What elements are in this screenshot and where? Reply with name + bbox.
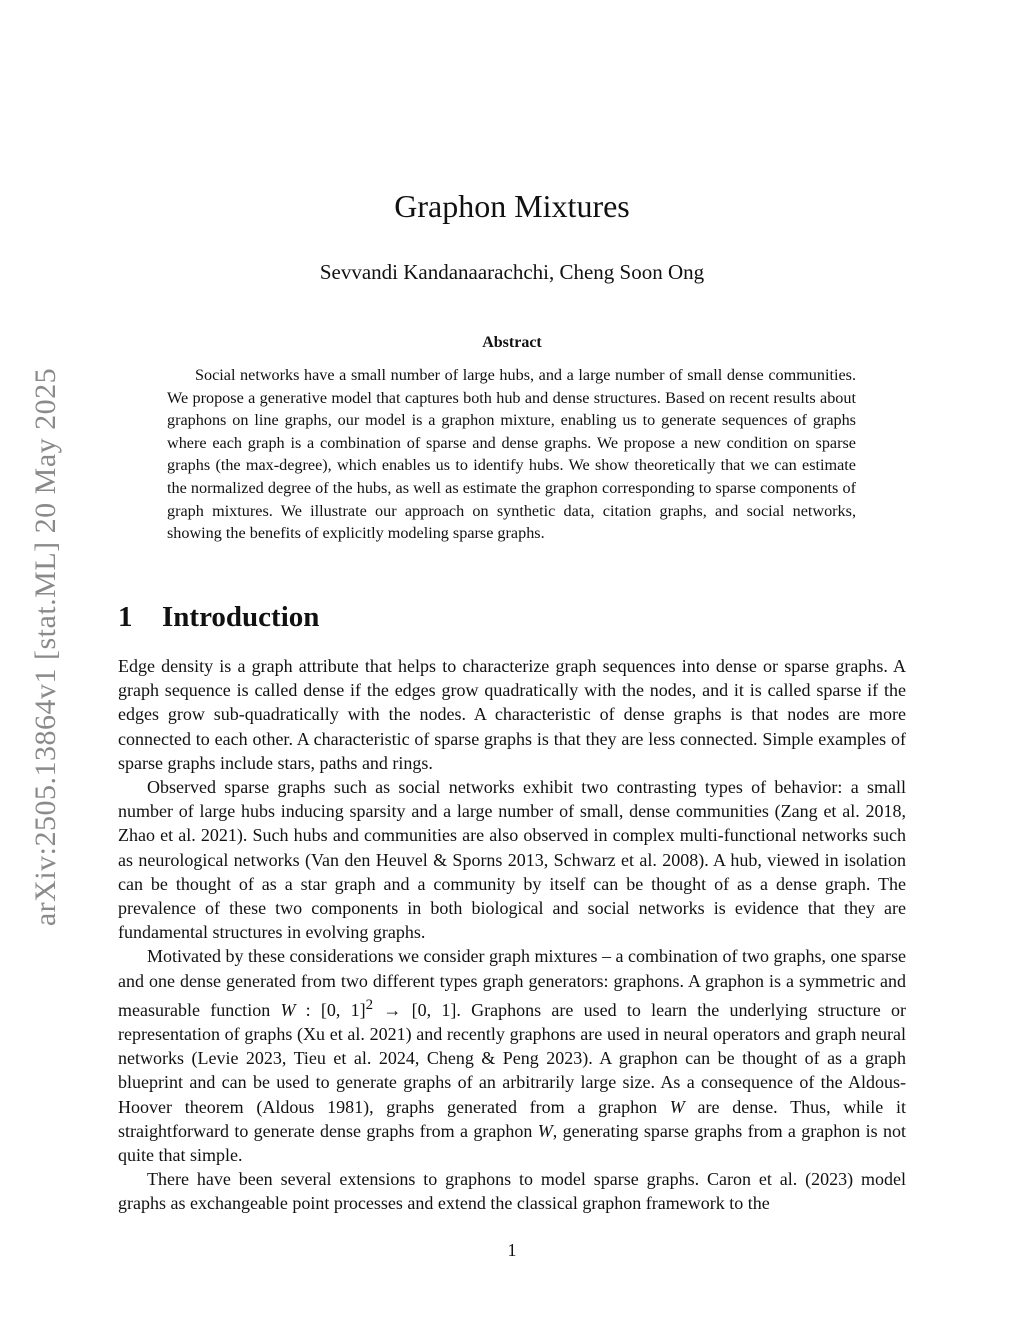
section-title: Introduction	[162, 601, 320, 633]
page-number: 1	[507, 1240, 517, 1260]
paragraph-3-part-c: → [0, 1]. Graphons are used to learn the underlying structure or representation of graphs (Xu et al. 2021) and recently graphons are used in neural operators and graph neural networks (Levie 2023, Tieu et al. 2024, Cheng & Peng 2023). A graphon can be thought of as a graph blueprint and can be used to generate graphs of an arbitrarily large size. As a consequence of the Aldous-Hoover theorem (Aldous 1981), graphs generated from a graphon	[118, 999, 906, 1117]
arxiv-identifier-stamp	[28, 334, 64, 960]
section-heading	[118, 601, 319, 634]
abstract-text: Social networks have a small number of large hubs, and a large number of small dense communities. We propose a generative model that captures both hub and dense structures. Based on recent results about graphons on line graphs, our model is a graphon mixture, enabling us to generate sequences of graphs where each graph is a combination of sparse and dense graphs. We propose a new condition on sparse graphs (the max-degree), which enables us to identify hubs. We show theoretically that we can estimate the normalized degree of the hubs, as well as estimate the graphon corresponding to sparse components of graph mixtures. We illustrate our approach on synthetic data, citation graphs, and social networks, showing the benefits of explicitly modeling sparse graphs.	[167, 366, 856, 543]
paragraph-3-part-b: : [0, 1]	[295, 999, 366, 1020]
paragraph-3-part-a: Motivated by these considerations we consider graph mixtures – a combination of two graphs, one sparse and one dense generated from two different types graph generators: graphons. A graphon is a symmetric and measurable function	[118, 946, 906, 1020]
paragraph-3-part-e: , generating sparse graphs from a graphon is not quite that simple.	[118, 1120, 906, 1166]
paragraph-2: Observed sparse graphs such as social networks exhibit two contrasting types of behavior: a small number of large hubs inducing sparsity and a large number of small, dense communities (Zang et al. 2018, Zhao et al. 2021). Such hubs and communities are also observed in complex multi-functional networks such as neurological networks (Van den Heuvel & Sporns 2013, Schwarz et al. 2008). A hub, viewed in isolation can be thought of as a star graph and a community by itself can be thought of as a dense graph. The prevalence of these two components in both biological and social networks is evidence that they are fundamental structures in evolving graphs.	[118, 777, 906, 943]
paper-authors: Sevvandi Kandanaarachchi, Cheng Soon Ong	[319, 260, 705, 284]
abstract-heading: Abstract	[482, 334, 542, 351]
paper-title: Graphon Mixtures	[394, 188, 630, 224]
exponent: 2	[365, 996, 374, 1013]
graphon-symbol: W	[537, 1120, 553, 1141]
arxiv-identifier-text: arXiv:2505.13864v1 [stat.ML] 20 May 2025	[29, 367, 62, 927]
paragraph-3	[118, 944, 906, 1167]
paragraph-1: Edge density is a graph attribute that helps to characterize graph sequences into dense or sparse graphs. A graph sequence is called dense if the edges grow quadratically with the nodes, and it is called sparse if the edges grow sub-quadratically with the nodes. A characteristic of dense graphs is that nodes are more connected to each other. A characteristic of sparse graphs is that they are less connected. Simple examples of sparse graphs include stars, paths and rings.	[118, 656, 906, 773]
graphon-symbol: W	[280, 999, 296, 1020]
graphon-symbol: W	[669, 1096, 685, 1117]
section-number: 1	[118, 601, 133, 633]
section-body	[118, 654, 906, 1216]
paragraph-4: There have been several extensions to graphons to model sparse graphs. Caron et al. (2023) model graphs as exchangeable point processes and extend the classical graphon framework to the	[118, 1169, 906, 1214]
paragraph-3-part-d: are dense. Thus, while it straightforward to generate dense graphs from a graphon	[118, 1096, 906, 1141]
